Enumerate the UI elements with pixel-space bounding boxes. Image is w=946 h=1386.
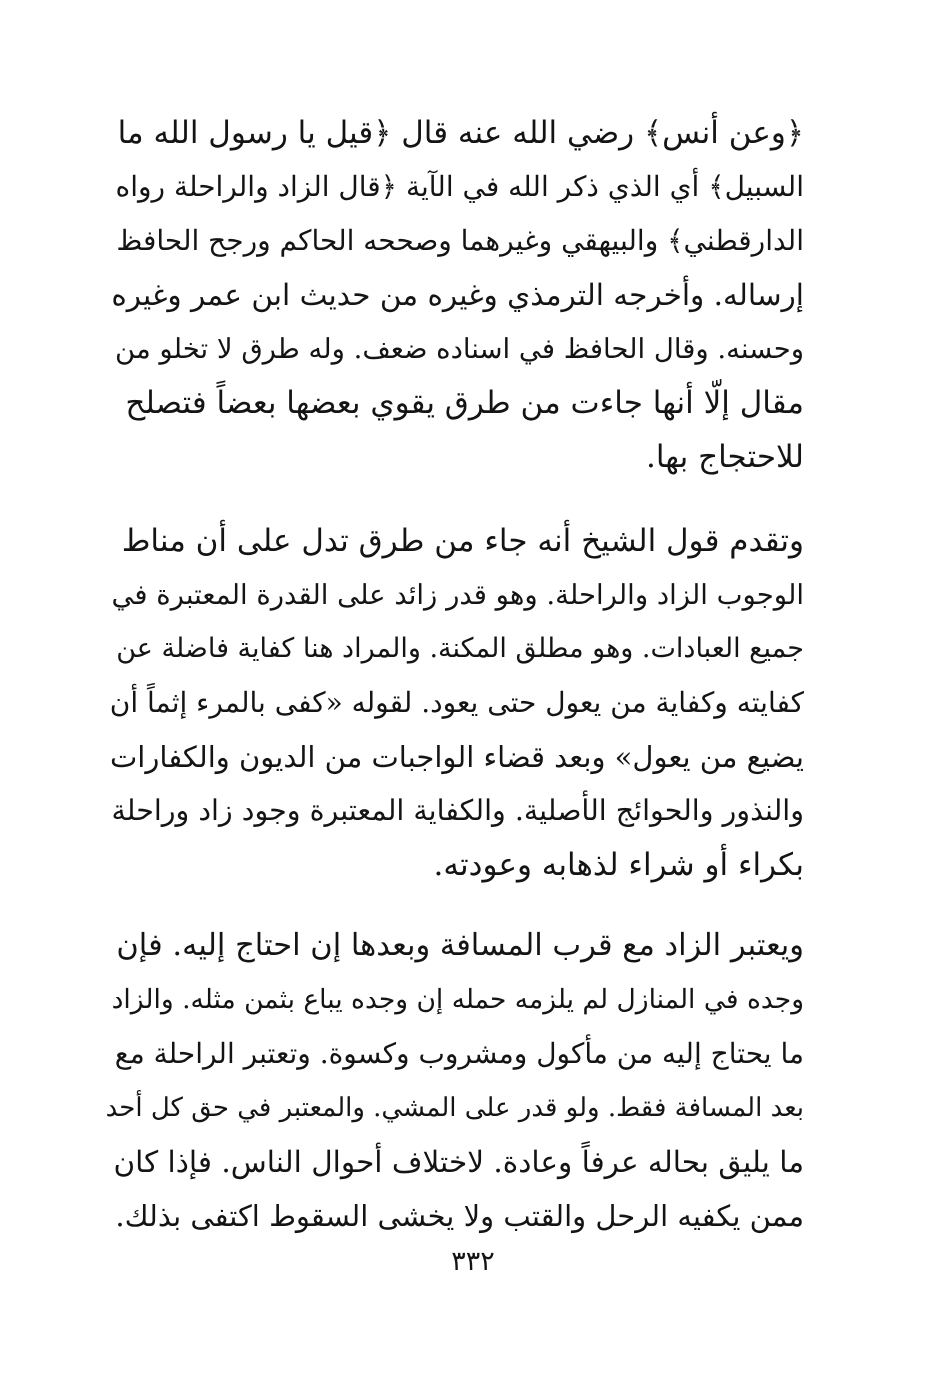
text-line: السبيل﴾ أي الذي ذكر الله في الآية ﴿قال الزاد والراحلة رواه [115, 170, 804, 203]
text-line: كفايته وكفاية من يعول حتى يعود. لقوله «كفى بالمرء إثماً أن [109, 686, 804, 719]
text-line: ما يحتاج إليه من مأكول ومشروب وكسوة. وتعتبر الراحلة مع [114, 1037, 804, 1070]
text-line: ممن يكفيه الرحل والقتب ولا يخشى السقوط اكتفى بذلك. [115, 1199, 804, 1233]
text-line: يضيع من يعول» وبعد قضاء الواجبات من الديون والكفارات [110, 740, 804, 774]
text-line: إرساله. وأخرجه الترمذي وغيره من حديث ابن عمر وغيره [111, 278, 804, 312]
text-line: ويعتبر الزاد مع قرب المسافة وبعدها إن احتاج إليه. فإن [116, 928, 804, 963]
text-line: جميع العبادات. وهو مطلق المكنة. والمراد هنا كفاية فاضلة عن [116, 633, 804, 664]
text-line: وحسنه. وقال الحافظ في اسناده ضعف. وله طرق لا تخلو من [115, 333, 804, 365]
text-line: وجده في المنازل لم يلزمه حمله إن وجده يباع بثمن مثله. والزاد [111, 984, 804, 1015]
text-line: الدارقطني﴾ والبيهقي وغيرهما وصححه الحاكم ورجح الحافظ [116, 224, 804, 257]
paragraph-3 [106, 919, 804, 1243]
text-line: الوجوب الزاد والراحلة. وهو قدر زائد على القدرة المعتبرة في [111, 579, 804, 611]
paragraph-1 [106, 106, 804, 484]
text-line: بكراء أو شراء لذهابه وعودته. [433, 847, 804, 883]
text-line: ما يليق بحاله عرفاً وعادة. لاختلاف أحوال الناس. فإذا كان [113, 1145, 804, 1179]
text-line: ﴿وعن أنس﴾ رضي الله عنه قال ﴿قيل يا رسول الله ما [117, 115, 804, 151]
text-line: للاحتجاج بها. [646, 439, 804, 475]
text-line: بعد المسافة فقط. ولو قدر على المشي. والمعتبر في حق كل أحد [105, 1093, 804, 1123]
text-line: مقال إلّا أنها جاءت من طرق يقوي بعضها بعضاً فتصلح [125, 385, 804, 421]
text-line: والنذور والحوائج الأصلية. والكفاية المعتبرة وجود زاد وراحلة [111, 794, 804, 827]
page-number: ٣٣٢ [451, 1246, 495, 1277]
paragraph-2 [106, 514, 804, 892]
text-line: وتقدم قول الشيخ أنه جاء من طرق تدل على أن مناط [121, 523, 804, 559]
